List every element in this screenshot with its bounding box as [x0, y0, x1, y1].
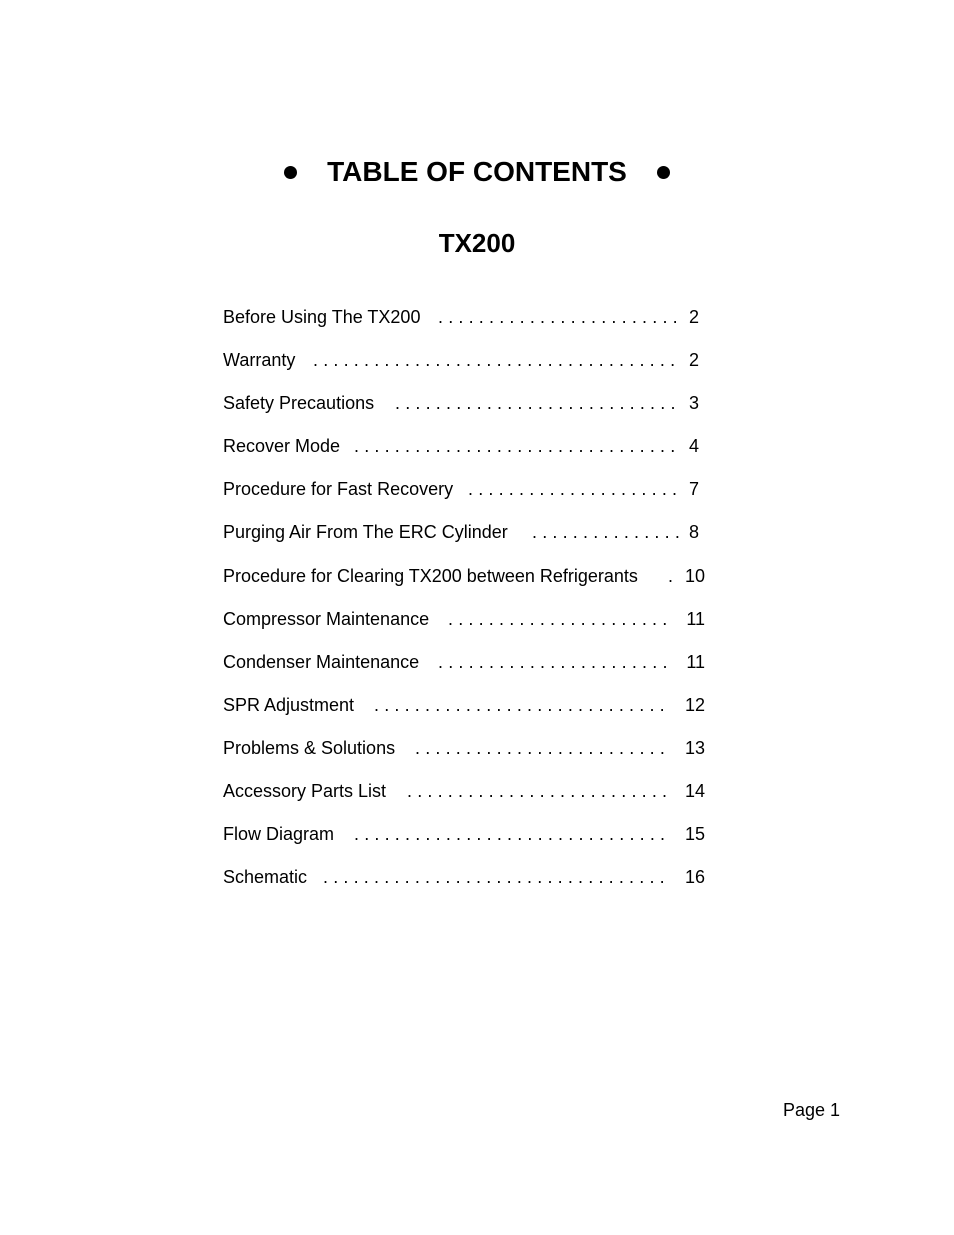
toc-entry-page: 11 [686, 608, 705, 629]
toc-entry-label: Purging Air From The ERC Cylinder [223, 522, 508, 543]
toc-entry-label: Procedure for Clearing TX200 between Refrigerants [223, 565, 638, 586]
bullet-icon [284, 166, 297, 179]
toc-entry [223, 304, 707, 347]
toc-entry [223, 692, 707, 735]
toc-entry-label: Before Using The TX200 [223, 307, 421, 327]
toc-entry-leader: . . . . . . . . . . . . . . . . . . . . . . . . . [415, 737, 665, 758]
toc-entry-page: 14 [684, 781, 705, 802]
toc-entry [223, 563, 707, 606]
toc-entry-page: 7 [688, 479, 699, 500]
toc-entry [223, 433, 707, 476]
toc-entry-page: 2 [688, 307, 699, 327]
toc-entry-leader: . . . . . . . . . . . . . . . . . . . . . [468, 479, 678, 500]
toc-entry-leader: . . . . . . . . . . . . . . . . . . . . . . . . . . . . . . . [354, 824, 666, 845]
toc-entry-leader: . . . . . . . . . . . . . . . . . . . . . . . . . . . . . . . . . . . . [313, 350, 676, 371]
toc-entry [223, 347, 707, 390]
toc-entry-leader: . . . . . . . . . . . . . . . . . . . . . . . [438, 651, 668, 672]
table-of-contents [223, 304, 707, 907]
toc-entry-label: Schematic [223, 867, 308, 888]
toc-entry-label: Safety Precautions [223, 393, 375, 414]
toc-entry-label: Condenser Maintenance [223, 651, 420, 672]
toc-entry-leader: . [668, 565, 674, 586]
toc-entry-leader: . . . . . . . . . . . . . . . . . . . . . . [448, 608, 668, 629]
toc-entry-leader: . . . . . . . . . . . . . . . . . . . . . . . . . . . . [395, 393, 676, 414]
toc-entry-page: 11 [686, 651, 705, 672]
toc-entry-leader: . . . . . . . . . . . . . . . . . . . . . . . . . . . . . . . . [354, 436, 676, 457]
toc-entry-page: 2 [688, 350, 699, 371]
toc-entry-page: 3 [688, 393, 699, 414]
toc-entry-leader: . . . . . . . . . . . . . . . . . . . . . . . . . . . . . . . . . . [323, 867, 665, 888]
toc-entry [223, 735, 707, 778]
toc-entry-leader: . . . . . . . . . . . . . . . [532, 522, 680, 543]
toc-entry-page: 12 [684, 694, 705, 715]
toc-entry [223, 821, 707, 864]
toc-entry-page: 13 [684, 737, 705, 758]
toc-entry-label: Procedure for Fast Recovery [223, 479, 454, 500]
toc-entry-leader: . . . . . . . . . . . . . . . . . . . . . . . . . . . . . [374, 694, 665, 715]
toc-entry-page: 8 [688, 522, 699, 543]
toc-entry-label: Recover Mode [223, 436, 341, 457]
toc-entry [223, 390, 707, 433]
toc-entry [223, 606, 707, 649]
toc-entry-label: Compressor Maintenance [223, 608, 430, 629]
toc-entry-page: 15 [684, 824, 705, 845]
toc-entry-page: 4 [688, 436, 699, 457]
toc-entry-label: Warranty [223, 350, 296, 371]
toc-entry [223, 778, 707, 821]
title-text: TABLE OF CONTENTS [327, 156, 627, 187]
toc-entry [223, 519, 707, 562]
document-subtitle: TX200 [438, 228, 516, 258]
toc-entry-leader: . . . . . . . . . . . . . . . . . . . . . . . . . . [407, 781, 668, 802]
toc-entry-label: Flow Diagram [223, 824, 335, 845]
toc-entry-label: Problems & Solutions [223, 737, 396, 758]
toc-entry [223, 864, 707, 907]
toc-entry [223, 476, 707, 519]
toc-entry-page: 10 [684, 565, 705, 586]
page-number: Page 1 [783, 1100, 841, 1120]
toc-entry-label: Accessory Parts List [223, 781, 387, 802]
bullet-icon [657, 166, 670, 179]
toc-entry-page: 16 [684, 867, 705, 888]
toc-entry [223, 649, 707, 692]
toc-entry-label: SPR Adjustment [223, 694, 355, 715]
page-title [0, 150, 954, 194]
toc-entry-leader: . . . . . . . . . . . . . . . . . . . . . . . . [438, 307, 678, 327]
